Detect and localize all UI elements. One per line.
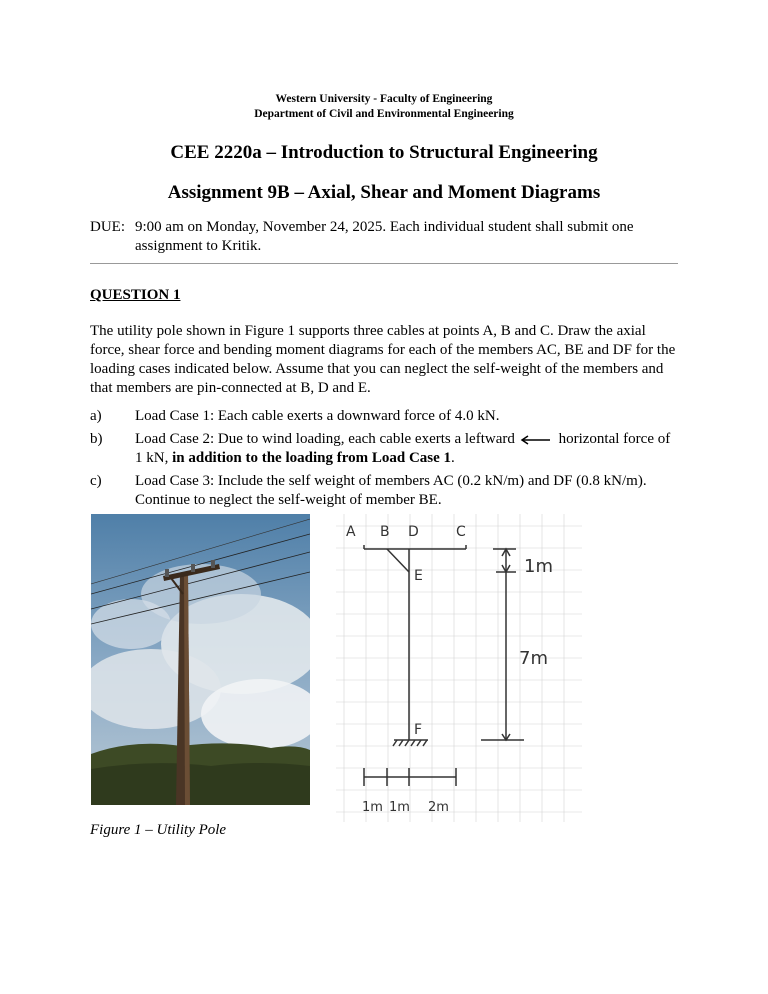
question-heading: QUESTION 1 bbox=[90, 287, 181, 303]
due-text: 9:00 am on Monday, November 24, 2025. Each individual student shall submit one assignment to Kritik. bbox=[135, 219, 634, 254]
sketch-dim-1m-b: 1m bbox=[389, 800, 410, 815]
item-text-part: . bbox=[451, 450, 455, 466]
item-letter: a) bbox=[90, 408, 102, 424]
item-text-part: Load Case 2: Due to wind loading, each cable exerts a leftward bbox=[135, 431, 515, 447]
left-arrow-icon bbox=[519, 435, 551, 445]
item-text bbox=[135, 430, 680, 468]
item-text: Load Case 1: Each cable exerts a downward force of 4.0 kN. bbox=[135, 408, 500, 424]
sketch-dim-1m-a: 1m bbox=[362, 800, 383, 815]
item-text: Load Case 3: Include the self weight of members AC (0.2 kN/m) and DF (0.8 kN/m). Continue to neglect the self-weight of member BE. bbox=[135, 473, 647, 508]
sketch-label-d: D bbox=[408, 524, 419, 540]
sketch-label-a: A bbox=[346, 524, 356, 540]
sketch-label-e: E bbox=[414, 568, 423, 584]
sketch-label-c: C bbox=[456, 524, 466, 540]
sketch-label-f: F bbox=[414, 722, 423, 738]
utility-pole-photo bbox=[91, 514, 310, 805]
assignment-title: Assignment 9B – Axial, Shear and Moment Diagrams bbox=[167, 182, 601, 203]
department-name: Department of Civil and Environmental Engineering bbox=[254, 108, 514, 120]
item-text-part: horizontal force of 1 kN, bbox=[135, 431, 671, 466]
course-title: CEE 2220a – Introduction to Structural Engineering bbox=[170, 142, 598, 163]
item-letter: c) bbox=[90, 473, 102, 489]
sketch-dim-2m: 2m bbox=[428, 800, 449, 815]
item-letter: b) bbox=[90, 431, 103, 447]
figure-caption: Figure 1 – Utility Pole bbox=[90, 822, 227, 838]
sketch-dim-1m-vertical: 1m bbox=[524, 556, 553, 577]
item-bold-text: in addition to the loading from Load Case 1 bbox=[172, 450, 452, 466]
question-intro: The utility pole shown in Figure 1 supports three cables at points A, B and C. Draw the axial force, shear force and bending moment diagrams for each of the members AC, BE and DF for the loading cases indicated below. Assume that you can neglect the self-weight of the members and that members are pin-connected at B, D and E. bbox=[90, 323, 676, 396]
sketch-dim-7m: 7m bbox=[519, 648, 548, 669]
due-label: DUE: bbox=[90, 219, 125, 235]
sketch-label-b: B bbox=[380, 524, 390, 540]
university-name: Western University - Faculty of Engineering bbox=[275, 93, 493, 105]
pole-sketch bbox=[336, 514, 582, 822]
horizontal-rule bbox=[90, 263, 678, 264]
